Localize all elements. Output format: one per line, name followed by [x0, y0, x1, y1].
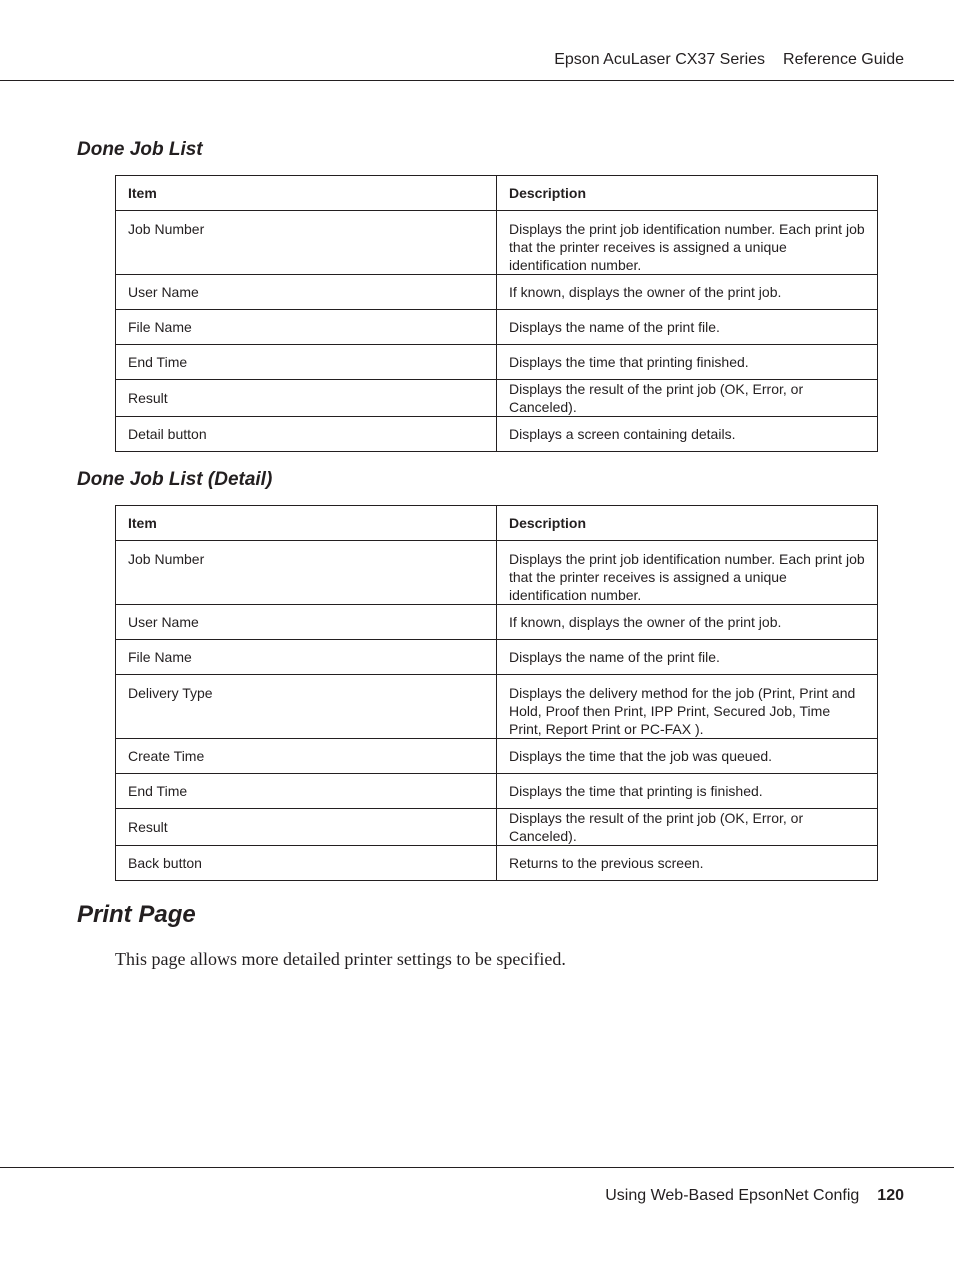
table-row: [116, 345, 878, 380]
table-row: [116, 275, 878, 310]
cell-item: End Time: [116, 774, 497, 809]
cell-description: Displays the result of the print job (OK, Error, or Canceled).: [497, 380, 878, 417]
table-row: [116, 774, 878, 809]
cell-item: File Name: [116, 640, 497, 675]
cell-description: Displays the time that printing is finished.: [497, 774, 878, 809]
section-title-done-job-list-detail: Done Job List (Detail): [77, 469, 273, 490]
table-row: [116, 380, 878, 417]
cell-item: End Time: [116, 345, 497, 380]
cell-item: User Name: [116, 605, 497, 640]
page-header: [0, 0, 954, 81]
table-header-row: [116, 506, 878, 541]
header-product: Epson AcuLaser CX37 Series: [554, 51, 766, 68]
table-row: [116, 605, 878, 640]
table-row: [116, 310, 878, 345]
cell-item: Back button: [116, 846, 497, 881]
cell-description: Displays the name of the print file.: [497, 310, 878, 345]
table-row: [116, 846, 878, 881]
cell-description: Displays the time that the job was queued.: [497, 739, 878, 774]
page-footer: [605, 1187, 904, 1205]
cell-description: Displays a screen containing details.: [497, 417, 878, 452]
cell-item: Result: [116, 380, 497, 417]
cell-description: Displays the result of the print job (OK, Error, or Canceled).: [497, 809, 878, 846]
column-header-description: Description: [497, 506, 878, 541]
cell-description: Displays the time that printing finished.: [497, 345, 878, 380]
cell-description: If known, displays the owner of the print job.: [497, 605, 878, 640]
done-job-list-table: [115, 175, 878, 452]
section-title-done-job-list: Done Job List: [77, 139, 203, 160]
table-row: [116, 809, 878, 846]
cell-description: Displays the name of the print file.: [497, 640, 878, 675]
table-row: [116, 640, 878, 675]
table-row: [116, 541, 878, 605]
footer-rule: [0, 1167, 954, 1168]
header-guide: Reference Guide: [783, 51, 904, 68]
cell-description: Returns to the previous screen.: [497, 846, 878, 881]
cell-description: Displays the print job identification number. Each print job that the printer receives is assigned a unique identification number.: [497, 211, 878, 275]
footer-chapter: Using Web-Based EpsonNet Config: [605, 1187, 860, 1204]
cell-item: User Name: [116, 275, 497, 310]
print-page-body: This page allows more detailed printer settings to be specified.: [115, 949, 566, 969]
cell-item: Result: [116, 809, 497, 846]
cell-item: File Name: [116, 310, 497, 345]
cell-item: Create Time: [116, 739, 497, 774]
table-row: [116, 739, 878, 774]
page-number: 120: [877, 1187, 904, 1204]
column-header-item: Item: [116, 176, 497, 211]
cell-item: Job Number: [116, 211, 497, 275]
table-row: [116, 417, 878, 452]
header-text: [554, 51, 904, 69]
table-row: [116, 211, 878, 275]
cell-description: Displays the print job identification number. Each print job that the printer receives is assigned a unique identification number.: [497, 541, 878, 605]
cell-item: Job Number: [116, 541, 497, 605]
cell-item: Delivery Type: [116, 675, 497, 739]
cell-description: If known, displays the owner of the print job.: [497, 275, 878, 310]
section-title-print-page: Print Page: [77, 901, 196, 928]
done-job-list-detail-table: [115, 505, 878, 881]
table-row: [116, 675, 878, 739]
cell-item: Detail button: [116, 417, 497, 452]
column-header-item: Item: [116, 506, 497, 541]
table-header-row: [116, 176, 878, 211]
cell-description: Displays the delivery method for the job (Print, Print and Hold, Proof then Print, IPP Print, Secured Job, Time Print, Report Print or PC-FAX ).: [497, 675, 878, 739]
column-header-description: Description: [497, 176, 878, 211]
